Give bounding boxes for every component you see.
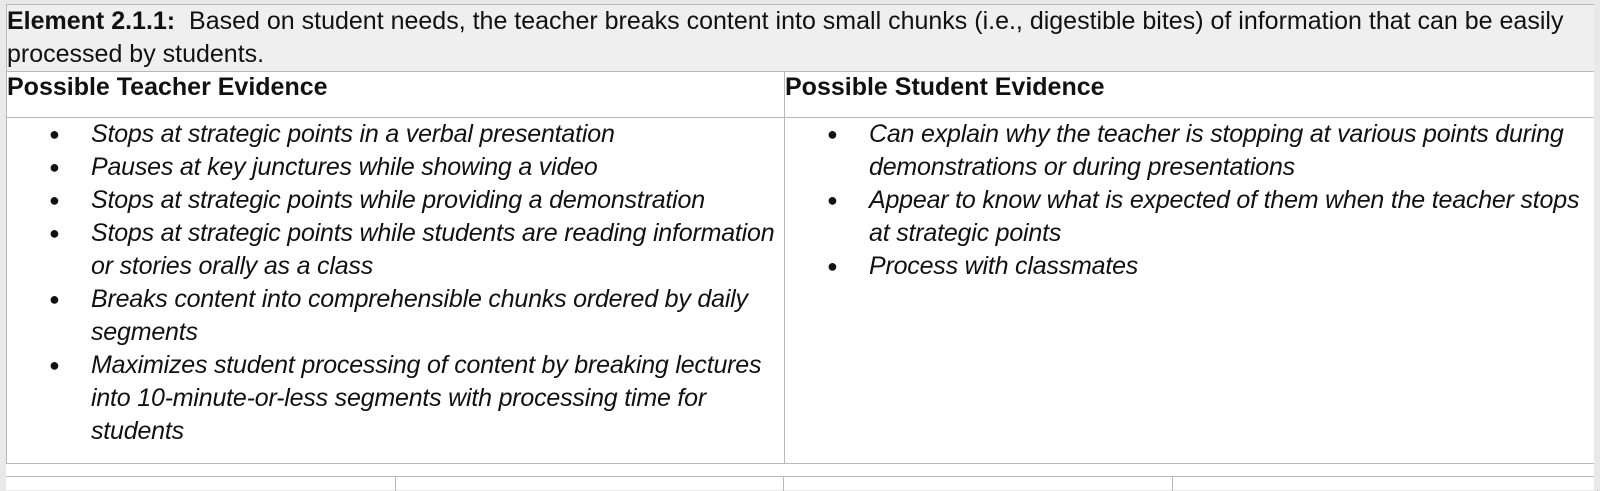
table-cell-stub (1173, 477, 1598, 491)
student-evidence-header: Possible Student Evidence (785, 72, 1599, 118)
document-page (6, 4, 1600, 490)
list-item: ● Stops at strategic points while students are reading information or stories orally as a class (91, 217, 784, 283)
element-description: Based on student needs, the teacher breaks content into small chunks (i.e., digestible bites) of information that can be easily processed by students. (7, 7, 1564, 68)
next-row-top-edge (6, 476, 1598, 491)
teacher-evidence-header: Possible Teacher Evidence (7, 72, 785, 118)
list-item: ● Pauses at key junctures while showing a video (91, 151, 784, 184)
list-item: ● Maximizes student processing of content by breaking lectures into 10-minute-or-less segments with processing time for students (91, 349, 784, 448)
list-item: ● Stops at strategic points in a verbal presentation (91, 118, 784, 151)
list-item: ● Breaks content into comprehensible chunks ordered by daily segments (91, 283, 784, 349)
student-evidence-cell (785, 118, 1599, 464)
table-cell-stub (6, 477, 396, 491)
list-item: ● Can explain why the teacher is stopping at various points during demonstrations or during presentations (869, 118, 1598, 184)
column-header-row (7, 72, 1599, 118)
teacher-evidence-cell (7, 118, 785, 464)
list-item: ● Stops at strategic points while providing a demonstration (91, 184, 784, 217)
table-cell-stub (784, 477, 1173, 491)
list-item: ● Appear to know what is expected of them when the teacher stops at strategic points (869, 184, 1598, 250)
student-evidence-list (785, 118, 1598, 283)
element-description-cell (7, 5, 1599, 72)
table-cell-stub (396, 477, 784, 491)
element-row (7, 5, 1599, 72)
scroll-edge (1594, 0, 1600, 490)
teacher-evidence-list (7, 118, 784, 448)
evidence-row (7, 118, 1599, 464)
element-label: Element 2.1.1: (7, 7, 176, 35)
list-item: ● Process with classmates (869, 250, 1598, 283)
element-evidence-table (6, 4, 1599, 464)
